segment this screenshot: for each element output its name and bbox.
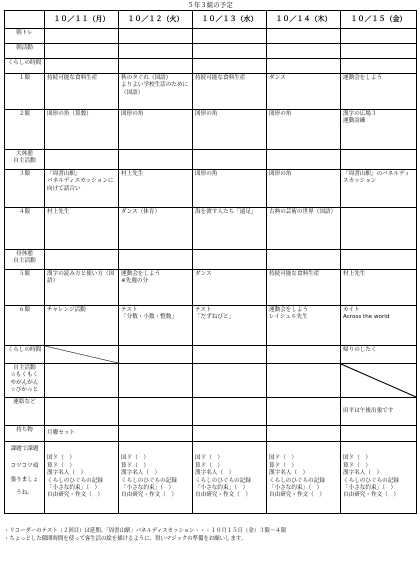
cell: 漢字の読み方と使い方（国語）: [45, 270, 119, 306]
row-period-3: [5, 170, 417, 208]
schedule-table: [4, 10, 417, 514]
cell: 田平は午後出張です: [341, 398, 417, 426]
row-jishu: [5, 364, 417, 398]
homework-cell: 国ド（ ） 算ド（ ） 漢字名人（ ） くらしのひぐらの記録 「小さな約束」（ ） 自由研究・作文（ ）: [119, 442, 193, 514]
row-kurashi: [5, 59, 417, 74]
cell: [341, 208, 417, 250]
row-label: 大休憩 自主活動: [5, 150, 45, 170]
row-label: ３限: [5, 170, 45, 208]
day-header: １０／１３（水）: [193, 11, 267, 29]
day-header: １０／１１（月）: [45, 11, 119, 29]
row-kurashi-2: [5, 346, 417, 364]
cell: 図形の角: [267, 110, 341, 150]
day-header: １０／１５（金）: [341, 11, 417, 29]
cell: チャレンジ活動: [45, 306, 119, 346]
cell: 古典の芸術の世界（国語）: [267, 208, 341, 250]
row-label: 朝活動: [5, 44, 45, 59]
footnotes: [4, 527, 416, 543]
row-label: １限: [5, 74, 45, 110]
row-label: くらしの時間: [5, 59, 45, 74]
row-label: ４限: [5, 208, 45, 250]
cell: 図形の角（算数）: [45, 110, 119, 150]
cell: ダンス: [193, 270, 267, 306]
cell: 図形の角: [193, 110, 267, 150]
cell: 村上先生: [119, 170, 193, 208]
homework-cell: 国ド（ ） 算ド（ ） 漢字名人（ ） くらしのひぐらの記録 「小さな約束」（ ） 自由研究・作文（ ）: [267, 442, 341, 514]
cell: ダンス（体育）: [119, 208, 193, 250]
row-label: くらしの時間: [5, 346, 45, 364]
cell: 運動会をしよう: [341, 74, 417, 110]
row-hiruyasumi: [5, 250, 417, 270]
cell: 秋のタぐれ（国語） よりよい学校生活のために（国語）: [119, 74, 193, 110]
cell: テスト 「分数・小数・整数」: [119, 306, 193, 346]
row-period-5: [5, 270, 417, 306]
row-homework: [5, 442, 417, 514]
cell: 持続可能な食料生産: [193, 74, 267, 110]
row-asa-katsudo: [5, 44, 417, 59]
row-period-1: [5, 74, 417, 110]
slashed-cell: [45, 346, 119, 364]
row-label: 課題で課題 コツコツ頑 張りましょ うね。: [5, 442, 45, 514]
cell: 図形の角: [193, 170, 267, 208]
cell: 海を渡す人たち「遠足」: [193, 208, 267, 250]
row-label: ２限: [5, 110, 45, 150]
row-oyasumi: [5, 150, 417, 170]
homework-cell: 国ド（ ） 算ド（ ） 漢字名人（ ） くらしのひぐらの記録 「小さな約束」（ ） 自由研究・作文（ ）: [341, 442, 417, 514]
day-header: １０／１４（木）: [267, 11, 341, 29]
footnote: ・リコーダーのテスト（２回目）は延期。「周書山駅」パネルディスカッション・・・１０月１５日（金）３限～４限: [4, 528, 287, 534]
row-label: 持ち物: [5, 426, 45, 442]
cell: 「周書山駅」のパネルディスカッション: [341, 170, 417, 208]
cell: 月曜セット: [45, 426, 119, 442]
header-row: [5, 11, 417, 29]
row-mochimono: [5, 426, 417, 442]
cell: 運動会をしよう レイシェル先生: [267, 306, 341, 346]
row-period-2: [5, 110, 417, 150]
cell: テスト 「だずねびと」: [193, 306, 267, 346]
cell: 村上先生: [45, 208, 119, 250]
cell: カイト Across the world: [341, 306, 417, 346]
row-renraku: [5, 398, 417, 426]
cell: 運動会をしよう ※先週の分: [119, 270, 193, 306]
cell: 帰りのしたく: [341, 346, 417, 364]
cell: 「周書山駅」 パネルディスカッションに向けて話合い: [45, 170, 119, 208]
cell: 図形の角: [119, 110, 193, 150]
cell: 村上先生: [341, 270, 417, 306]
slashed-cell: [341, 364, 417, 398]
footnote: ・ちょっとした隙間時間を使って客生活の絵を描けるように、得いマジックの準備をお願いします。: [4, 536, 247, 542]
cell: 漢字の広場３ 運動詩練: [341, 110, 417, 150]
row-label: 自主活動 ☆もくもく やがんがん ☆ぴかっと: [5, 364, 45, 398]
row-label: 昼休憩 自主活動: [5, 250, 45, 270]
row-label: ５限: [5, 270, 45, 306]
cell: 持続可能な食料生産: [267, 270, 341, 306]
row-period-6: [5, 306, 417, 346]
cell: ダンス: [267, 74, 341, 110]
row-asa-tore: [5, 29, 417, 44]
row-period-4: [5, 208, 417, 250]
homework-cell: 国ド（ ） 算ド（ ） 漢字名人（ ） くらしのひぐらの記録 「小さな約束」（ ） 自由研究・作文（ ）: [193, 442, 267, 514]
corner-cell: [5, 11, 45, 29]
page-title: ５年３組の予定: [187, 1, 233, 9]
row-label: ６限: [5, 306, 45, 346]
day-header: １０／１２（火）: [119, 11, 193, 29]
row-label: 連絡など: [5, 398, 45, 426]
row-label: 朝トレ: [5, 29, 45, 44]
cell: 図形の角: [267, 170, 341, 208]
cell: 持続可能な食料生産: [45, 74, 119, 110]
homework-cell: 国ド（ ） 算ド（ ） 漢字名人（ ） くらしのひぐらの記録 「小さな約束」（ ） 自由研究・作文（ ）: [45, 442, 119, 514]
